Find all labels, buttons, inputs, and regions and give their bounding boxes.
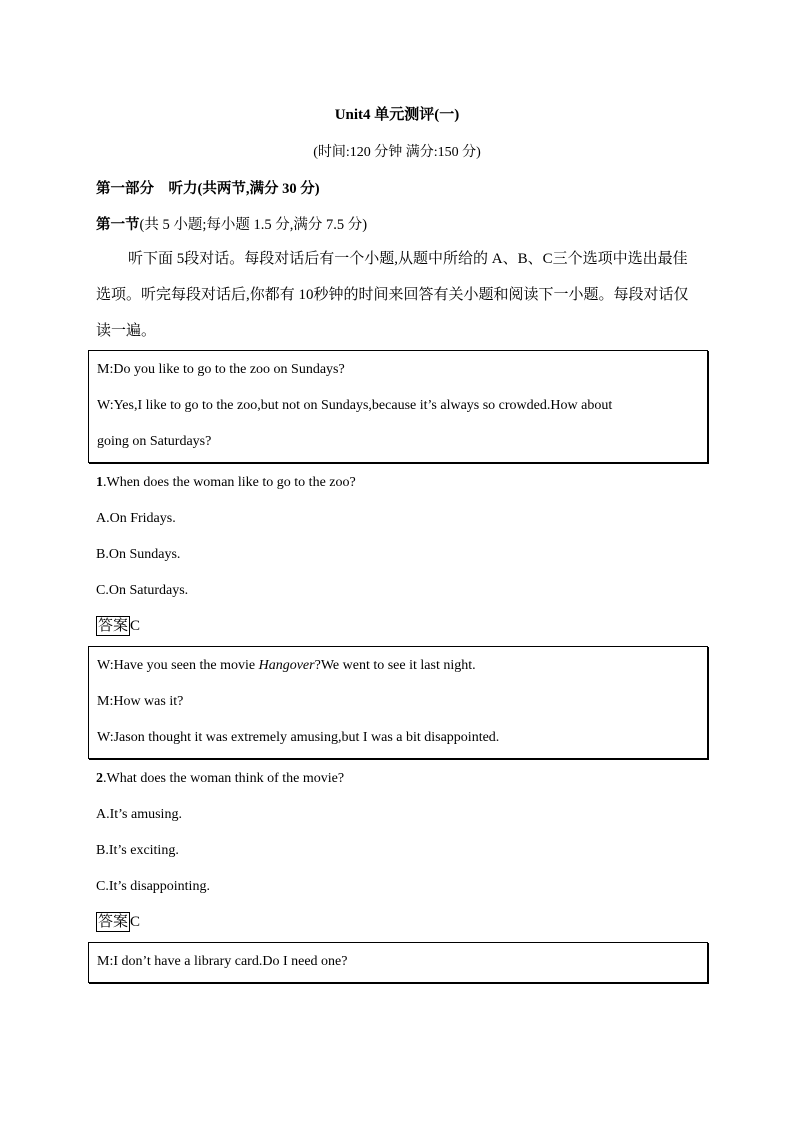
answer-1 bbox=[96, 616, 140, 636]
answer-value: C bbox=[130, 914, 141, 930]
option-b: B.On Sundays. bbox=[96, 547, 181, 562]
option-a: A.It’s amusing. bbox=[96, 807, 182, 822]
part-one-title: 听力(共两节,满分 30 分) bbox=[168, 181, 320, 197]
dialogue-line: W:Yes,I like to go to the zoo,but not on Sundays,because it’s always so crowded.How about bbox=[97, 398, 613, 413]
question-number: 2 bbox=[96, 771, 103, 786]
page-title: Unit4 单元测评(一) bbox=[334, 107, 460, 123]
answer-label: 答案 bbox=[98, 618, 129, 634]
answer-value: C bbox=[130, 618, 141, 634]
movie-title: Hangover bbox=[258, 658, 315, 673]
part-one-heading bbox=[96, 177, 320, 198]
dialogue-line: going on Saturdays? bbox=[97, 434, 212, 449]
dialogue-text: ?We went to see it last night. bbox=[314, 658, 476, 673]
dialogue-line: W:Jason thought it was extremely amusing,but I was a bit disappointed. bbox=[97, 730, 500, 745]
section-one-info: (共 5 小题;每小题 1.5 分,满分 7.5 分) bbox=[139, 217, 368, 233]
listening-instructions: 听下面 5段对话。每段对话后有一个小题,从题中所给的 A、B、C三个选项中选出最佳选项。听完每段对话后,你都有 10秒钟的时间来回答有关小题和阅读下一小题。每段对话仅读一遍。 bbox=[96, 251, 689, 339]
question-1 bbox=[96, 475, 356, 491]
option-c: C.It’s disappointing. bbox=[96, 879, 210, 894]
question-2 bbox=[96, 771, 344, 787]
exam-time-and-score: (时间:120 分钟 满分:150 分) bbox=[313, 145, 481, 160]
dialogue-box-1 bbox=[88, 350, 708, 463]
option-b: B.It’s exciting. bbox=[96, 843, 179, 858]
dialogue-line bbox=[97, 658, 476, 674]
dialogue-text: W:Have you seen the movie bbox=[97, 658, 259, 673]
answer-label: 答案 bbox=[98, 914, 129, 930]
section-one-heading bbox=[96, 213, 367, 234]
dialogue-line: M:I don’t have a library card.Do I need one? bbox=[97, 954, 348, 969]
question-stem: .What does the woman think of the movie? bbox=[103, 771, 345, 786]
question-stem: .When does the woman like to go to the zoo? bbox=[103, 475, 356, 490]
option-a: A.On Fridays. bbox=[96, 511, 176, 526]
section-one-label: 第一节 bbox=[96, 217, 140, 233]
option-c: C.On Saturdays. bbox=[96, 583, 189, 598]
dialogue-line: M:Do you like to go to the zoo on Sundays? bbox=[97, 362, 345, 377]
dialogue-box-2 bbox=[88, 646, 708, 759]
part-one-label: 第一部分 bbox=[96, 181, 154, 197]
question-number: 1 bbox=[96, 475, 103, 490]
answer-2 bbox=[96, 912, 140, 932]
dialogue-box-3 bbox=[88, 942, 708, 983]
dialogue-line: M:How was it? bbox=[97, 694, 184, 709]
